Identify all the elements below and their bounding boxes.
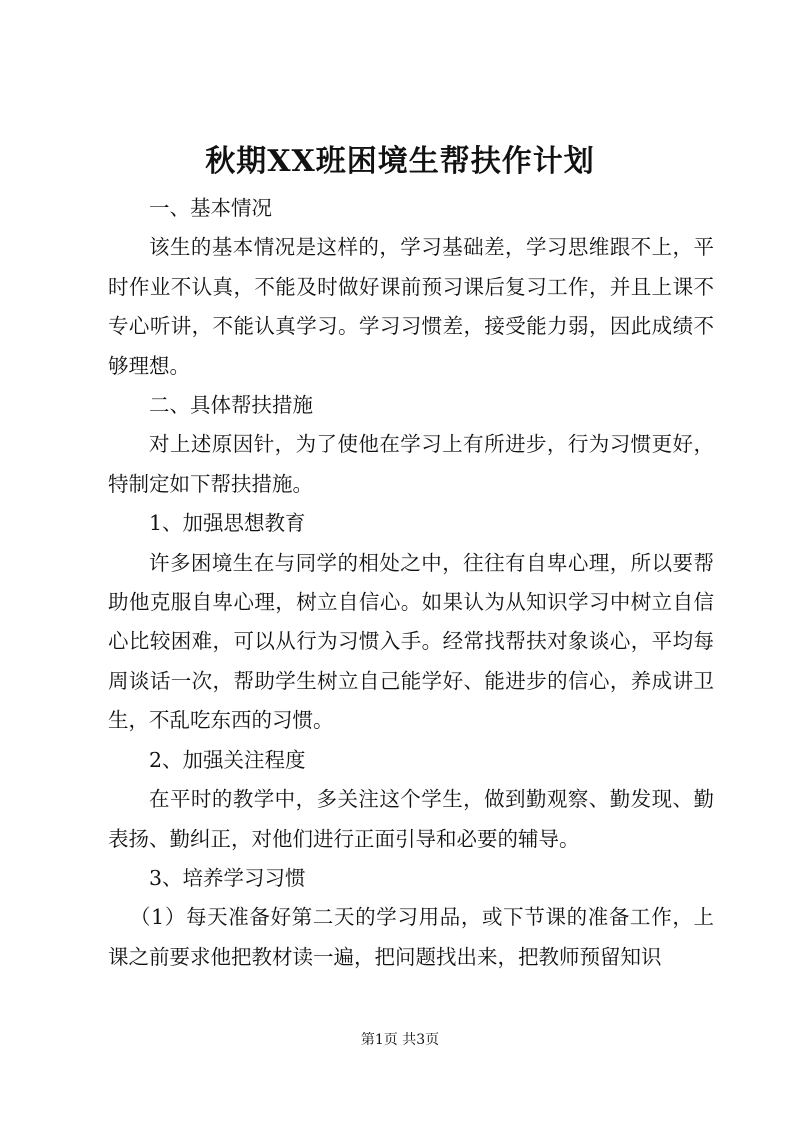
subheading-thought-education: 1、加强思想教育 — [149, 511, 306, 536]
page-footer: 第1页 共3页 — [360, 1032, 440, 1048]
section-heading-basic: 一、基本情况 — [149, 196, 272, 220]
paragraph-thought-education: 许多困境生在与同学的相处之中，往往有自卑心理，所以要帮助他克服自卑心理，树立自信心。如果认为从知识学习中树立自信心比较困难，可以从行为习惯入手。经常找帮扶对象谈心，平均每周谈话一次，帮助学生树立自己能学好、能进步的信心，养成讲卫生，不乱吃东西的习惯。 — [108, 550, 714, 733]
subheading-attention: 2、加强关注程度 — [149, 747, 306, 772]
paragraph-attention: 在平时的教学中，多关注这个学生，做到勤观察、勤发现、勤表扬、勤纠正，对他们进行正面引导和必要的辅导。 — [108, 787, 714, 851]
document-body — [108, 189, 714, 977]
section-heading-measures: 二、具体帮扶措施 — [149, 393, 313, 418]
document-title: 秋期XX班困境生帮扶作计划 — [205, 144, 595, 179]
subheading-study-habits: 3、培养学习习惯 — [149, 865, 306, 890]
paragraph-measures-intro: 对上述原因针，为了使他在学习上有所进步，行为习惯更好，特制定如下帮扶措施。 — [108, 432, 714, 496]
paragraph-basic-situation: 该生的基本情况是这样的，学习基础差，学习思维跟不上，平时作业不认真，不能及时做好课前预习课后复习工作，并且上课不专心听讲，不能认真学习。学习习惯差，接受能力弱，因此成绩不够理想。 — [108, 235, 714, 378]
paragraph-study-habits-1: （1）每天准备好第二天的学习用品，或下节课的准备工作，上课之前要求他把教材读一遍，把问题找出来，把教师预留知识 — [108, 905, 714, 969]
